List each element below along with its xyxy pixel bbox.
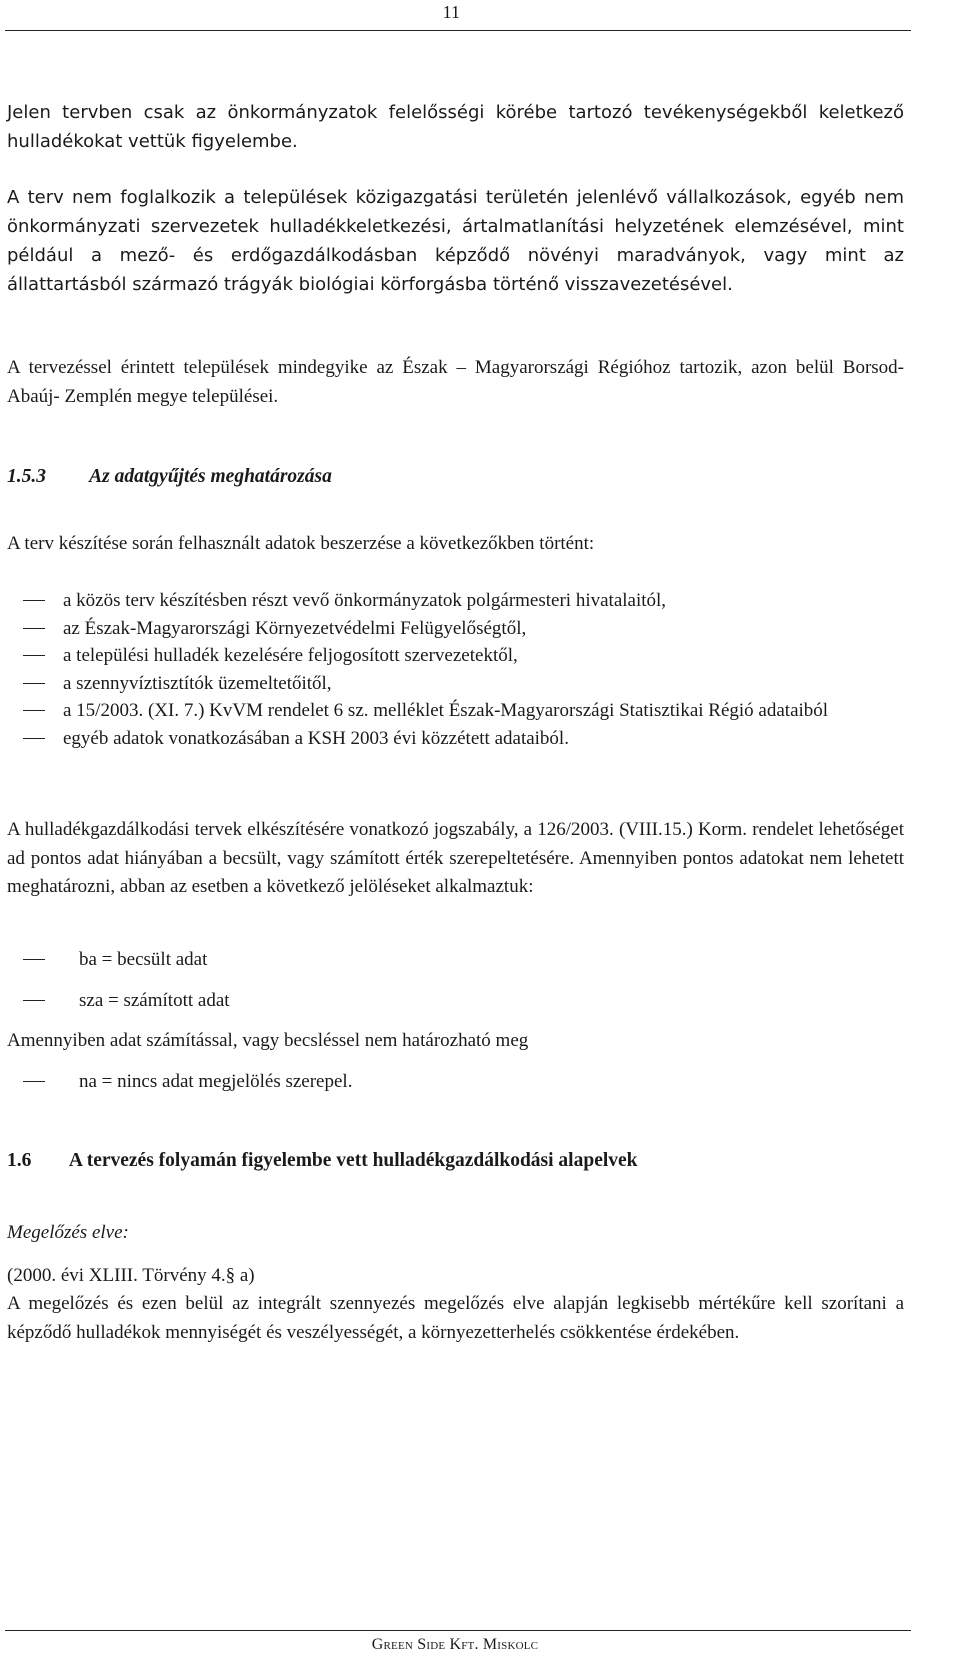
principle-label: Megelőzés elve: [7, 1222, 129, 1243]
page-number: 11 [442, 2, 460, 22]
paragraph-regulation: A hulladékgazdálkodási tervek elkészítésére vonatkozó jogszabály, a 126/2003. (VIII.15.) Korm. rendelet lehetőséget ad pontos adat hiányában a becsült, vagy számított érték szerepeltetésére. Amennyiben pontos adatokat nem lehetett meghatározni, abban az esetben a következő jelöléseket alkalmaztuk: [7, 819, 904, 897]
list-item: na = nincs adat megjelölés szerepel. [7, 1068, 904, 1096]
paragraph-data-sources-intro: A terv készítése során felhasznált adatok beszerzése a következőkben történt: [7, 533, 595, 554]
list-item: a szennyvíztisztítók üzemeltetőitől, [7, 670, 904, 698]
dash-bullet [23, 1000, 45, 1001]
paragraph-scope: Jelen tervben csak az önkormányzatok felelősségi körébe tartozó tevékenységekből keletkező hulladékokat vettük figyelembe. [7, 102, 904, 152]
section-title: Az adatgyűjtés meghatározása [89, 466, 332, 487]
footer-rule [5, 1630, 911, 1631]
list-item: sza = számított adat [7, 987, 904, 1015]
dash-bullet [23, 738, 45, 739]
section-title: A tervezés folyamán figyelembe vett hulladékgazdálkodási alapelvek [68, 1150, 638, 1171]
dash-bullet [23, 710, 45, 711]
paragraph-region: A tervezéssel érintett települések mindegyike az Észak – Magyarországi Régióhoz tartozik, azon belül Borsod- Abaúj- Zemplén megye települései. [7, 357, 904, 407]
list-item: a közös terv készítésben részt vevő önkormányzatok polgármesteri hivatalaitól, [7, 587, 904, 615]
paragraph-law-reference: (2000. évi XLIII. Törvény 4.§ a) [7, 1265, 255, 1286]
list-item: a települési hulladék kezelésére feljogosított szervezetektől, [7, 642, 904, 670]
header-rule [5, 30, 911, 31]
section-number: 1.6 [7, 1150, 32, 1171]
dash-bullet [23, 959, 45, 960]
na-list [7, 1068, 904, 1096]
list-item: egyéb adatok vonatkozásában a KSH 2003 évi közzétett adataiból. [7, 725, 904, 753]
dash-bullet [23, 1081, 45, 1082]
section-number: 1.5.3 [7, 466, 46, 487]
list-item: az Észak-Magyarországi Környezetvédelmi Felügyelőségtől, [7, 615, 904, 643]
paragraph-prevention: A megelőzés és ezen belül az integrált szennyezés megelőzés elve alapján legkisebb mértékűre kell szorítani a képződő hulladékok mennyiségét és veszélyességét, a környezetterhelés csökkentése érdekében. [7, 1293, 904, 1343]
dash-bullet [23, 683, 45, 684]
dash-bullet [23, 655, 45, 656]
paragraph-exclusions: A terv nem foglalkozik a települések közigazgatási területén jelenlévő vállalkozások, egyéb nem önkormányzati szervezetek hulladékkeletkezési, ártalmatlanítási helyzetének elemzésével, mint például a mező- és erdőgazdálkodásban képződő növényi maradványok, vagy mint az állattartásból származó trágyák biológiai körforgásba történő visszavezetésével. [7, 187, 904, 295]
notation-list [7, 946, 904, 1014]
footer-company: Green Side Kft. Miskolc [371, 1636, 539, 1653]
list-item: a 15/2003. (XI. 7.) KvVM rendelet 6 sz. melléklet Észak-Magyarországi Statisztikai Régió adataiból [7, 697, 904, 725]
paragraph-no-data: Amennyiben adat számítással, vagy becsléssel nem határozható meg [7, 1030, 529, 1051]
list-item: ba = becsült adat [7, 946, 904, 974]
dash-bullet [23, 600, 45, 601]
data-sources-list [7, 587, 904, 752]
section-heading-1-6 [7, 1150, 638, 1172]
dash-bullet [23, 628, 45, 629]
section-heading-1-5-3 [7, 466, 332, 488]
